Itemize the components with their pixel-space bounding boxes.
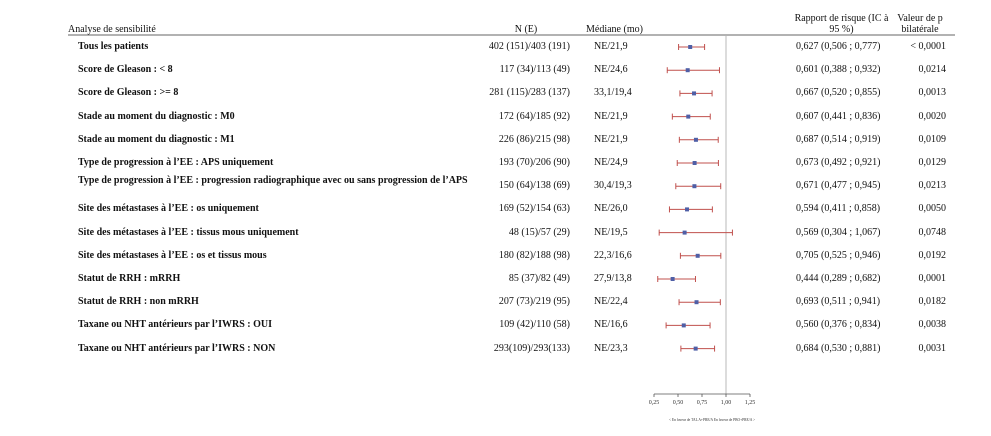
row-median: NE/21,9	[594, 41, 628, 52]
header-label: Analyse de sensibilité	[68, 24, 156, 35]
hr-point	[688, 45, 692, 49]
row-median: NE/21,9	[594, 110, 628, 122]
row-median: NE/21,9	[594, 133, 628, 145]
row-p: 0,0031	[918, 342, 946, 354]
row-label: Site des métastases à l’EE : os et tissus mous	[78, 249, 267, 261]
row-label: Stade au moment du diagnostic : M1	[78, 133, 235, 145]
row-median: NE/23,3	[594, 342, 628, 354]
row-n: 169 (52)/154 (63)	[498, 203, 570, 215]
row-hr-ci: 0,684 (0,530 ; 0,881)	[796, 342, 881, 354]
x-axis-label: < En faveur de TAL A+PRE/A En faveur de PBO+PRE/A >	[668, 418, 756, 422]
row-label: Statut de RRH : mRRH	[78, 273, 181, 284]
row-hr-ci: 0,594 (0,411 ; 0,858)	[796, 203, 881, 215]
row-hr-ci: 0,627 (0,506 ; 0,777)	[796, 41, 881, 52]
row-median: NE/26,0	[594, 203, 628, 215]
header-median: Médiane (mo)	[586, 24, 643, 35]
row-hr-ci: 0,601 (0,388 ; 0,932)	[796, 64, 881, 76]
row-hr-ci: 0,705 (0,525 ; 0,946)	[796, 249, 881, 261]
x-tick-label: 0,75	[696, 400, 708, 406]
row-p: 0,0182	[918, 296, 946, 308]
row-median: 33,1/19,4	[594, 87, 632, 99]
header-n: N (E)	[514, 24, 538, 35]
x-tick-label: 1,25	[744, 400, 756, 406]
row-median: NE/19,5	[594, 226, 628, 238]
row-n: 281 (115)/283 (137)	[489, 87, 570, 99]
row-label: Score de Gleason : >= 8	[78, 87, 179, 99]
hr-point	[696, 254, 700, 258]
row-p: 0,0129	[918, 157, 946, 168]
x-tick-label: 0,50	[672, 400, 684, 406]
hr-point	[683, 231, 687, 235]
hr-point	[686, 115, 690, 119]
row-n: 85 (37)/82 (49)	[508, 273, 570, 284]
row-p: 0,0109	[918, 133, 946, 145]
row-hr-ci: 0,687 (0,514 ; 0,919)	[796, 133, 881, 145]
row-median: NE/24,9	[594, 157, 628, 168]
row-label: Taxane ou NHT antérieurs par l’IWRS : NON	[78, 342, 276, 354]
header-hr: Rapport de risque (IC à 95 %)	[794, 13, 889, 35]
hr-point	[694, 138, 698, 142]
row-n: 207 (73)/219 (95)	[498, 296, 570, 308]
row-n: 117 (34)/113 (49)	[499, 64, 570, 76]
hr-point	[685, 207, 689, 211]
row-hr-ci: 0,667 (0,520 ; 0,855)	[796, 87, 881, 99]
row-hr-ci: 0,607 (0,441 ; 0,836)	[796, 110, 881, 122]
row-median: NE/24,6	[594, 64, 628, 76]
hr-point	[692, 184, 696, 188]
x-tick-label: 1,00	[720, 400, 732, 406]
row-n: 180 (82)/188 (98)	[498, 249, 570, 261]
row-n: 172 (64)/185 (92)	[498, 110, 570, 122]
row-p: 0,0001	[918, 273, 946, 284]
row-hr-ci: 0,693 (0,511 ; 0,941)	[796, 296, 881, 308]
header-p: Valeur de p bilatérale	[897, 13, 943, 35]
row-hr-ci: 0,569 (0,304 ; 1,067)	[796, 226, 881, 238]
row-n: 109 (42)/110 (58)	[499, 319, 570, 331]
row-p: 0,0020	[918, 110, 946, 122]
row-hr-ci: 0,673 (0,492 ; 0,921)	[796, 157, 881, 168]
row-p: 0,0192	[918, 249, 946, 261]
hr-point	[694, 347, 698, 351]
hr-point	[686, 68, 690, 72]
hr-point	[692, 91, 696, 95]
hr-point	[693, 161, 697, 165]
row-p: 0,0013	[918, 87, 946, 99]
hr-point	[671, 277, 675, 281]
row-p: 0,0214	[918, 64, 946, 76]
row-hr-ci: 0,560 (0,376 ; 0,834)	[796, 319, 881, 331]
row-p: 0,0213	[918, 180, 946, 192]
row-n: 193 (70)/206 (90)	[498, 157, 570, 168]
row-p: < 0,0001	[910, 41, 946, 52]
row-median: NE/16,6	[594, 319, 628, 331]
row-median: 27,9/13,8	[594, 273, 632, 284]
row-hr-ci: 0,671 (0,477 ; 0,945)	[796, 180, 881, 192]
hr-point	[695, 300, 699, 304]
hr-point	[682, 323, 686, 327]
row-n: 402 (151)/403 (191)	[488, 41, 570, 52]
row-p: 0,0748	[918, 226, 946, 238]
row-label: Site des métastases à l’EE : os uniquement	[78, 203, 259, 215]
row-median: 30,4/19,3	[594, 180, 632, 192]
row-label: Score de Gleason : < 8	[78, 64, 173, 76]
row-hr-ci: 0,444 (0,289 ; 0,682)	[796, 273, 881, 284]
row-label: Statut de RRH : non mRRH	[78, 296, 199, 308]
row-p: 0,0050	[918, 203, 946, 215]
row-n: 293(109)/293(133)	[493, 342, 570, 354]
row-label: Type de progression à l’EE : APS uniquement	[78, 157, 274, 168]
row-n: 48 (15)/57 (29)	[508, 226, 570, 238]
row-label: Stade au moment du diagnostic : M0	[78, 110, 235, 122]
row-label: Taxane ou NHT antérieurs par l’IWRS : OUI	[78, 319, 273, 331]
row-n: 150 (64)/138 (69)	[498, 180, 570, 192]
row-n: 226 (86)/215 (98)	[498, 133, 570, 145]
x-tick-label: 0,25	[648, 400, 660, 406]
row-label: Type de progression à l’EE : progression radiographique avec ou sans progression de l’APS	[78, 175, 468, 187]
row-label: Site des métastases à l’EE : tissus mous uniquement	[78, 226, 299, 238]
row-label: Tous les patients	[78, 41, 149, 52]
row-p: 0,0038	[918, 319, 946, 331]
row-median: 22,3/16,6	[594, 249, 632, 261]
row-median: NE/22,4	[594, 296, 628, 308]
